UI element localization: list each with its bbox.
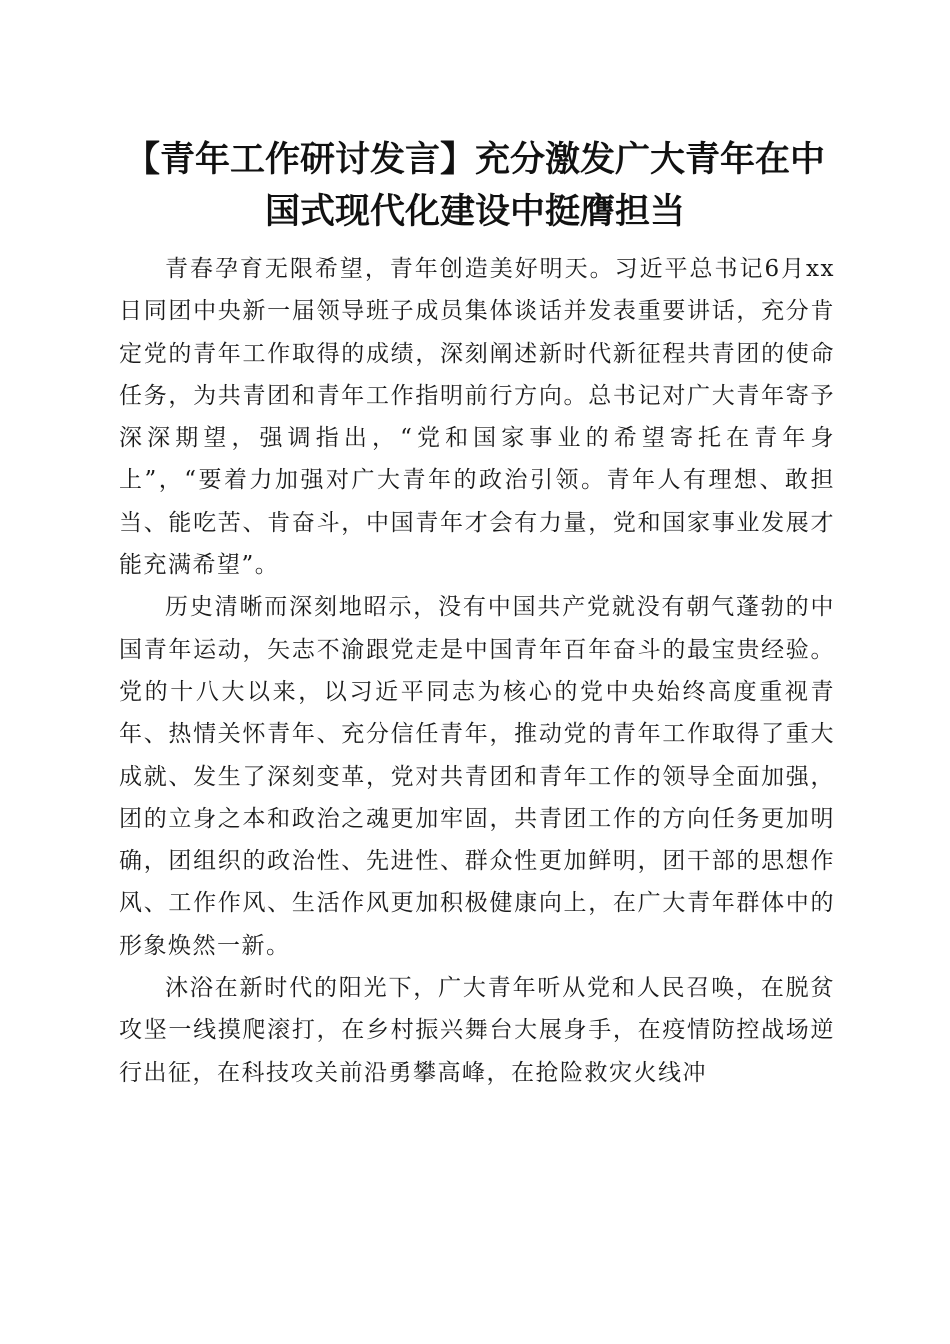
paragraph-3: 沐浴在新时代的阳光下，广大青年听从党和人民召唤，在脱贫攻坚一线摸爬滚打，在乡村振兴舞台大展身手，在疫情防控战场逆行出征，在科技攻关前沿勇攀高峰，在抢险救灾火线冲 bbox=[119, 975, 835, 1086]
document-body bbox=[119, 248, 835, 1094]
document-title bbox=[100, 134, 850, 238]
title-line-1: 【青年工作研讨发言】充分激发广大青年在中 bbox=[124, 140, 825, 180]
paragraph-2: 历史清晰而深刻地昭示，没有中国共产党就没有朝气蓬勃的中国青年运动，矢志不渝跟党走是中国青年百年奋斗的最宝贵经验。党的十八大以来，以习近平同志为核心的党中央始终高度重视青年、热情关怀青年、充分信任青年，推动党的青年工作取得了重大成就、发生了深刻变革，党对共青团和青年工作的领导全面加强，团的立身之本和政治之魂更加牢固，共青团工作的方向任务更加明确，团组织的政治性、先进性、群众性更加鲜明，团干部的思想作风、工作作风、生活作风更加积极健康向上，在广大青年群体中的形象焕然一新。 bbox=[119, 594, 835, 959]
paragraph-1: 青春孕育无限希望，青年创造美好明天。习近平总书记6月xx日同团中央新一届领导班子成员集体谈话并发表重要讲话，充分肯定党的青年工作取得的成绩，深刻阐述新时代新征程共青团的使命任务，为共青团和青年工作指明前行方向。总书记对广大青年寄予深深期望，强调指出，“党和国家事业的希望寄托在青年身上”，“要着力加强对广大青年的政治引领。青年人有理想、敢担当、能吃苦、肯奋斗，中国青年才会有力量，党和国家事业发展才能充满希望”。 bbox=[119, 256, 835, 579]
title-line-2: 国式现代化建设中挺膺担当 bbox=[264, 192, 685, 232]
